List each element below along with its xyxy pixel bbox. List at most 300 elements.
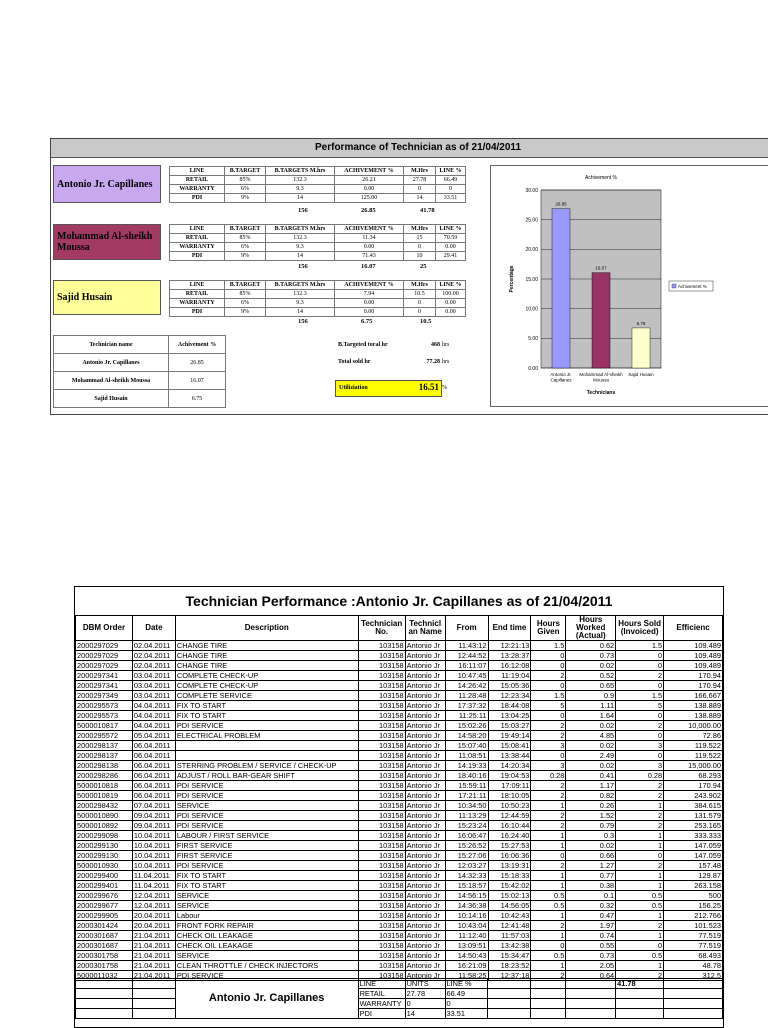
cell: 103158: [358, 801, 405, 811]
cell: 0.02: [566, 761, 616, 771]
cell: 101.523: [664, 921, 723, 931]
technician-name-1: [53, 165, 161, 203]
x-tick-label: Sajid Husain: [628, 372, 654, 377]
header-cell: M.Hrs: [404, 281, 436, 290]
cell: 2: [531, 821, 566, 831]
cell: 103158: [358, 971, 405, 981]
cell: 14:19:33: [445, 761, 488, 771]
y-tick-label: 30.00: [525, 187, 538, 194]
cell: 170.94: [664, 681, 723, 691]
cell: 0.02: [566, 841, 616, 851]
table-row: [76, 851, 723, 861]
cell: Antonio Jr: [405, 791, 445, 801]
cell: 06.04.2011: [132, 761, 175, 771]
cell: 9.3: [266, 299, 335, 308]
header-cell: LINE: [170, 167, 225, 176]
cell: 1: [616, 801, 664, 811]
cell: 70.59: [436, 234, 466, 243]
header-cell: M.Hrs: [404, 167, 436, 176]
cell: 119.522: [664, 741, 723, 751]
cell: 27.78: [404, 176, 436, 185]
cell: Antonio Jr: [405, 681, 445, 691]
table-row: [170, 290, 466, 299]
data-label: 26.85: [555, 201, 567, 207]
cell: 103158: [358, 871, 405, 881]
cell: [175, 741, 358, 751]
cell: 2000297341: [76, 671, 133, 681]
table-row: [76, 921, 723, 931]
cell: 1.97: [566, 921, 616, 931]
cell: 3: [531, 761, 566, 771]
cell: 12.04.2011: [132, 901, 175, 911]
table-row: [76, 951, 723, 961]
cell: 5: [616, 701, 664, 711]
cell: 147.059: [664, 851, 723, 861]
cell: 2: [531, 811, 566, 821]
table-row: [76, 831, 723, 841]
utilization-value: 16.51: [418, 382, 439, 392]
table-row: [76, 771, 723, 781]
cell: 5000010930: [76, 861, 133, 871]
cell: 17:09:11: [488, 781, 531, 791]
cell: SERVICE: [175, 901, 358, 911]
cell: [488, 979, 531, 989]
cell: PDI SERVICE: [175, 971, 358, 981]
cell: 2000301687: [76, 941, 133, 951]
table-row: [76, 979, 723, 989]
cell: 0.64: [566, 971, 616, 981]
cell: 1.5: [616, 641, 664, 651]
cell: 26.21: [335, 176, 404, 185]
cell: 13:04:25: [488, 711, 531, 721]
cell: 15:08:41: [488, 741, 531, 751]
cell: Antonio Jr: [405, 871, 445, 881]
cell: 15:23:24: [445, 821, 488, 831]
cell: 18:40:16: [445, 771, 488, 781]
cell: 103158: [358, 791, 405, 801]
cell: 10:34:50: [445, 801, 488, 811]
cell: 16:06:36: [488, 851, 531, 861]
cell: 1: [531, 961, 566, 971]
cell: Antonio Jr: [405, 651, 445, 661]
cell: 2000298138: [76, 761, 133, 771]
cell: PDI SERVICE: [175, 861, 358, 871]
cell: 2: [616, 671, 664, 681]
table-row: [76, 841, 723, 851]
technician-name-2: [53, 224, 161, 260]
cell: 0.5: [531, 891, 566, 901]
legend-label: Achivement %: [678, 284, 707, 289]
cell: 16:21:09: [445, 961, 488, 971]
cell: 2000299400: [76, 871, 133, 881]
cell: 09.04.2011: [132, 821, 175, 831]
header-cell: B.TARGET: [225, 225, 266, 234]
cell: LINE: [358, 979, 405, 989]
cell: 2: [616, 921, 664, 931]
cell: 66.49: [445, 989, 488, 999]
cell: 10.04.2011: [132, 851, 175, 861]
cell: 129.87: [664, 871, 723, 881]
cell: 12:44:52: [445, 651, 488, 661]
cell: Antonio Jr: [405, 811, 445, 821]
header-cell: LINE: [170, 225, 225, 234]
cell: 15:03:27: [488, 721, 531, 731]
cell: 0: [404, 299, 436, 308]
cell: 109.489: [664, 661, 723, 671]
table-row: [76, 761, 723, 771]
cell: 103158: [358, 911, 405, 921]
cell: 48.78: [664, 961, 723, 971]
cell: 0.5: [531, 901, 566, 911]
cell: RETAIL: [358, 989, 405, 999]
cell: CHANGE TIRE: [175, 641, 358, 651]
cell: 103158: [358, 821, 405, 831]
cell: 0: [531, 661, 566, 671]
cell: 77.519: [664, 941, 723, 951]
cell: Antonio Jr: [405, 781, 445, 791]
cell: 0.62: [566, 641, 616, 651]
cell: 103158: [358, 741, 405, 751]
cell: 15:07:40: [445, 741, 488, 751]
table-row: [54, 372, 226, 390]
table-row: [76, 781, 723, 791]
cell: 103158: [358, 751, 405, 761]
cell: WARRANTY: [170, 243, 225, 252]
cell: Antonio Jr: [405, 951, 445, 961]
column-header: From: [445, 616, 488, 641]
cell: 103158: [358, 671, 405, 681]
total-btargets: 156: [298, 263, 308, 270]
cell: [531, 1009, 566, 1019]
cell: 6%: [225, 243, 266, 252]
cell: 131.579: [664, 811, 723, 821]
cell: 2000299905: [76, 911, 133, 921]
cell: Labour: [175, 911, 358, 921]
cell: PDI SERVICE: [175, 781, 358, 791]
bar: [552, 209, 570, 368]
achievement-bar-chart: [491, 166, 768, 406]
header-cell: B.TARGETS M.hrs: [266, 225, 335, 234]
cell: 14:50:43: [445, 951, 488, 961]
cell: 0.55: [566, 941, 616, 951]
cell: 0.00: [436, 308, 466, 317]
cell: 33.51: [436, 194, 466, 203]
cell: 66.49: [436, 176, 466, 185]
cell: 85%: [225, 176, 266, 185]
cell: 0: [404, 243, 436, 252]
cell: [76, 1009, 133, 1019]
cell: PDI SERVICE: [175, 721, 358, 731]
cell: 0.3: [566, 831, 616, 841]
cell: [132, 999, 175, 1009]
cell: [566, 989, 616, 999]
column-header: Date: [132, 616, 175, 641]
technician-name-label: Sajid Husain: [57, 292, 113, 303]
cell: 10:14:16: [445, 911, 488, 921]
targeted-value: 468: [431, 342, 440, 348]
y-tick-label: 20.00: [525, 247, 538, 254]
header-cell: Achivement %: [169, 336, 226, 354]
cell: 02.04.2011: [132, 651, 175, 661]
jobs-table-body: [76, 641, 723, 981]
table-header-row: [76, 616, 723, 641]
cell: 0: [404, 185, 436, 194]
cell: 1: [531, 871, 566, 881]
header-cell: B.TARGET: [225, 281, 266, 290]
cell: 1: [531, 841, 566, 851]
cell: 125.00: [335, 194, 404, 203]
cell: 0.1: [566, 891, 616, 901]
cell: Antonio Jr: [405, 721, 445, 731]
cell: Antonio Jr: [405, 801, 445, 811]
cell: 14:20:34: [488, 761, 531, 771]
cell: PDI SERVICE: [175, 811, 358, 821]
cell: 18:23:52: [488, 961, 531, 971]
cell: 103158: [358, 951, 405, 961]
cell: 18:44:08: [488, 701, 531, 711]
cell: 13:38:44: [488, 751, 531, 761]
cell: [664, 999, 723, 1009]
cell: 71.43: [335, 252, 404, 261]
cell: 212.766: [664, 911, 723, 921]
cell: 10.04.2011: [132, 861, 175, 871]
cell: 103158: [358, 831, 405, 841]
cell: COMPLETE CHECK-UP: [175, 671, 358, 681]
cell: 18:10:05: [488, 791, 531, 801]
cell: FIX TO START: [175, 881, 358, 891]
achievement-table: [53, 335, 226, 408]
cell: 2: [531, 861, 566, 871]
table-row: [76, 641, 723, 651]
cell: [76, 989, 133, 999]
cell: 16:10:44: [488, 821, 531, 831]
cell: [664, 979, 723, 989]
cell: 0.28: [616, 771, 664, 781]
cell: 26.85: [169, 354, 226, 372]
total-mhrs: 41.78: [420, 207, 435, 214]
cell: 103158: [358, 881, 405, 891]
cell: 0.5: [616, 951, 664, 961]
cell: FRONT FORK REPAIR: [175, 921, 358, 931]
cell: Antonio Jr: [405, 821, 445, 831]
cell: 11:08:51: [445, 751, 488, 761]
sold-value: 77.28: [426, 359, 440, 365]
cell: 15:42:02: [488, 881, 531, 891]
cell: 0: [531, 751, 566, 761]
utilization-totals: [335, 332, 450, 398]
table-row: [76, 711, 723, 721]
technician-3-line-table: [169, 280, 466, 317]
table-row: [76, 751, 723, 761]
cell: 3: [531, 741, 566, 751]
cell: 2000295573: [76, 701, 133, 711]
cell: 15:59:11: [445, 781, 488, 791]
cell: Antonio Jr: [405, 901, 445, 911]
cell: 04.04.2011: [132, 711, 175, 721]
cell: 0.02: [566, 721, 616, 731]
cell: Antonio Jr: [405, 641, 445, 651]
cell: ELECTRICAL PROBLEM: [175, 731, 358, 741]
cell: 11:57:03: [488, 931, 531, 941]
data-label: 16.07: [595, 265, 607, 271]
cell: 04.04.2011: [132, 701, 175, 711]
cell: 06.04.2011: [132, 741, 175, 751]
column-header: Hours Sold (Invoiced): [616, 616, 664, 641]
cell: 06.04.2011: [132, 771, 175, 781]
cell: 15:18:57: [445, 881, 488, 891]
table-row: [76, 941, 723, 951]
cell: 14: [266, 194, 335, 203]
table-row: [76, 661, 723, 671]
utilization-label: Utiliziation: [339, 385, 368, 391]
cell: 07.04.2011: [132, 801, 175, 811]
cell: 1: [531, 801, 566, 811]
cell: 2000299098: [76, 831, 133, 841]
y-axis-label: Percentage: [509, 265, 515, 293]
column-header: Hours Worked (Actual): [566, 616, 616, 641]
cell: 13:19:31: [488, 861, 531, 871]
cell: 103158: [358, 651, 405, 661]
cell: 17:37:32: [445, 701, 488, 711]
cell: 2: [531, 791, 566, 801]
cell: 6.75: [169, 390, 226, 408]
cell: 0.82: [566, 791, 616, 801]
cell: FIRST SERVICE: [175, 851, 358, 861]
cell: 0: [436, 185, 466, 194]
cell: Antonio Jr: [405, 961, 445, 971]
table-row: [170, 243, 466, 252]
cell: 68.293: [664, 771, 723, 781]
cell: COMPLETE CHECK-UP: [175, 681, 358, 691]
cell: 0.77: [566, 871, 616, 881]
y-tick-label: 10.00: [525, 306, 538, 313]
cell: Antonio Jr. Capillanes: [54, 354, 169, 372]
cell: 5000010892: [76, 821, 133, 831]
cell: 06.04.2011: [132, 781, 175, 791]
cell: 2: [531, 971, 566, 981]
cell: 103158: [358, 941, 405, 951]
table-header-row: [170, 167, 466, 176]
cell: 11.04.2011: [132, 871, 175, 881]
cell: Antonio Jr: [405, 671, 445, 681]
cell: 10.04.2011: [132, 831, 175, 841]
cell: 0.00: [436, 243, 466, 252]
cell: 103158: [358, 641, 405, 651]
cell: 20.04.2011: [132, 911, 175, 921]
cell: 1.5: [616, 691, 664, 701]
table-row: [76, 999, 723, 1009]
cell: FIRST SERVICE: [175, 841, 358, 851]
cell: 2000297029: [76, 641, 133, 651]
cell: 0.5: [616, 901, 664, 911]
cell: 103158: [358, 761, 405, 771]
cell: [566, 1009, 616, 1019]
cell: 10:47:45: [445, 671, 488, 681]
cell: 119.522: [664, 751, 723, 761]
column-header: Technician No.: [358, 616, 405, 641]
cell: 2: [531, 781, 566, 791]
cell: 21.04.2011: [132, 941, 175, 951]
technician-performance-sheet: [74, 586, 724, 1028]
cell: 11:19:04: [488, 671, 531, 681]
table-header-row: [54, 336, 226, 354]
cell: 17:21:11: [445, 791, 488, 801]
cell: 0.02: [566, 661, 616, 671]
cell: 4.85: [566, 731, 616, 741]
cell: 9.3: [266, 243, 335, 252]
cell: 253.165: [664, 821, 723, 831]
table-row: [170, 194, 466, 203]
cell: Antonio Jr: [405, 941, 445, 951]
technician-name-3: [53, 280, 161, 315]
cell: [531, 989, 566, 999]
cell: 0.79: [566, 821, 616, 831]
cell: 14: [266, 252, 335, 261]
column-header: End time: [488, 616, 531, 641]
cell: 103158: [358, 841, 405, 851]
cell: 0.65: [566, 681, 616, 691]
cell: 06.04.2011: [132, 751, 175, 761]
cell: Antonio Jr: [405, 911, 445, 921]
cell: 68.493: [664, 951, 723, 961]
cell: 9%: [225, 308, 266, 317]
cell: 16:11:07: [445, 661, 488, 671]
cell: 15:02:13: [488, 891, 531, 901]
cell: 147.059: [664, 841, 723, 851]
cell: 0: [531, 651, 566, 661]
cell: COMPLETE SERVICE: [175, 691, 358, 701]
cell: 0: [445, 999, 488, 1009]
column-header: Efficienc: [664, 616, 723, 641]
cell: 2000298137: [76, 751, 133, 761]
y-tick-label: 0.00: [528, 365, 538, 372]
cell: [616, 989, 664, 999]
cell: 0: [531, 681, 566, 691]
cell: [132, 979, 175, 989]
cell: 2000299130: [76, 841, 133, 851]
cell: 103158: [358, 811, 405, 821]
table-row: [170, 252, 466, 261]
legend-swatch: [672, 284, 676, 288]
cell: 11:13:29: [445, 811, 488, 821]
cell: 11:58:25: [445, 971, 488, 981]
cell: 12:21:13: [488, 641, 531, 651]
cell: 2000301758: [76, 961, 133, 971]
cell: 1.5: [531, 641, 566, 651]
header-cell: ACHIVEMENT %: [335, 281, 404, 290]
bar: [592, 273, 610, 368]
cell: 15:02:26: [445, 721, 488, 731]
cell: 2000297349: [76, 691, 133, 701]
cell: LABOUR / FIRST SERVICE: [175, 831, 358, 841]
cell: 1: [531, 911, 566, 921]
cell: ADJUST / ROLL BAR-GEAR SHIFT: [175, 771, 358, 781]
cell: 19:49:14: [488, 731, 531, 741]
cell: 12:37:18: [488, 971, 531, 981]
cell: 5000010819: [76, 791, 133, 801]
cell: 0: [616, 711, 664, 721]
cell: 0.28: [531, 771, 566, 781]
cell: 14: [266, 308, 335, 317]
cell: 03.04.2011: [132, 691, 175, 701]
cell: 0.47: [566, 911, 616, 921]
cell: 103158: [358, 851, 405, 861]
cell: 2000301424: [76, 921, 133, 931]
cell: Antonio Jr: [405, 861, 445, 871]
cell: [531, 979, 566, 989]
cell: 9.3: [266, 185, 335, 194]
cell: 243.902: [664, 791, 723, 801]
